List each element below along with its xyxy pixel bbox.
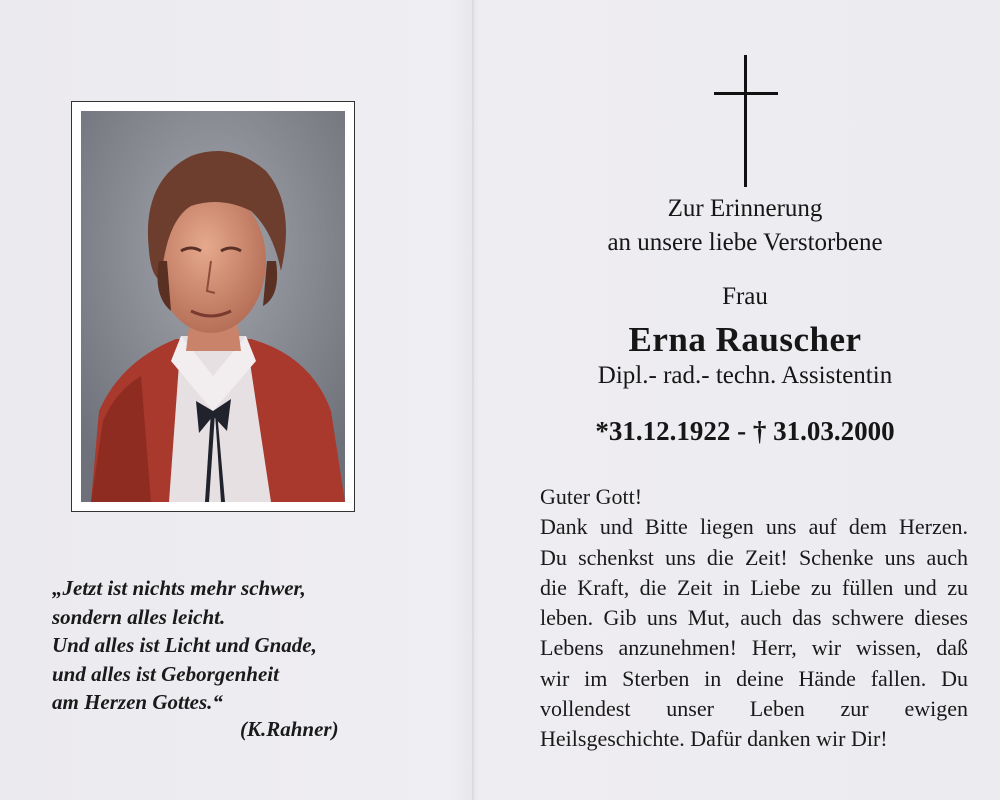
prayer-line: wir im Sterben in deine Hände fallen. Du — [540, 665, 968, 691]
prayer-line: Lebens anzunehmen! Herr, wir wissen, daß — [540, 635, 968, 661]
intro-line-1: Zur Erinnerung — [667, 195, 823, 222]
prayer-line: Heilsgeschichte. Dafür danken wir Dir! — [540, 726, 888, 752]
deceased-name: Erna Rauscher — [628, 320, 862, 359]
intro-line-2: an unsere liebe Verstorbene — [607, 229, 883, 256]
profession: Dipl.- rad.- techn. Assistentin — [597, 362, 893, 389]
portrait-photo — [81, 111, 345, 502]
card-fold — [472, 0, 474, 800]
prayer-line: vollendest unser Leben zur ewigen — [540, 696, 968, 722]
quote-author: (K.Rahner) — [240, 717, 339, 741]
life-dates: *31.12.1922 - † 31.03.2000 — [595, 416, 895, 446]
quote-line: „Jetzt ist nichts mehr schwer, — [52, 576, 306, 600]
quote-block — [52, 574, 372, 717]
prayer-line: Dank und Bitte liegen uns auf dem Herzen. — [540, 514, 968, 540]
prayer-line: Guter Gott! — [540, 484, 643, 509]
quote-line: am Herzen Gottes.“ — [52, 690, 223, 714]
latin-cross-icon — [714, 55, 778, 187]
prayer-line: Du schenkst uns die Zeit! Schenke uns auch — [540, 544, 968, 570]
quote-line: sondern alles leicht. — [52, 604, 226, 629]
quote-line: Und alles ist Licht und Gnade, — [52, 633, 317, 657]
prayer-line: die Kraft, die Zeit in Liebe zu füllen und zu — [540, 574, 968, 600]
prayer-line: leben. Gib uns Mut, auch das schwere dieses — [540, 605, 968, 631]
portrait-frame — [71, 101, 355, 512]
salutation: Frau — [722, 283, 768, 310]
prayer-text — [540, 482, 968, 755]
quote-line: und alles ist Geborgenheit — [52, 661, 279, 686]
